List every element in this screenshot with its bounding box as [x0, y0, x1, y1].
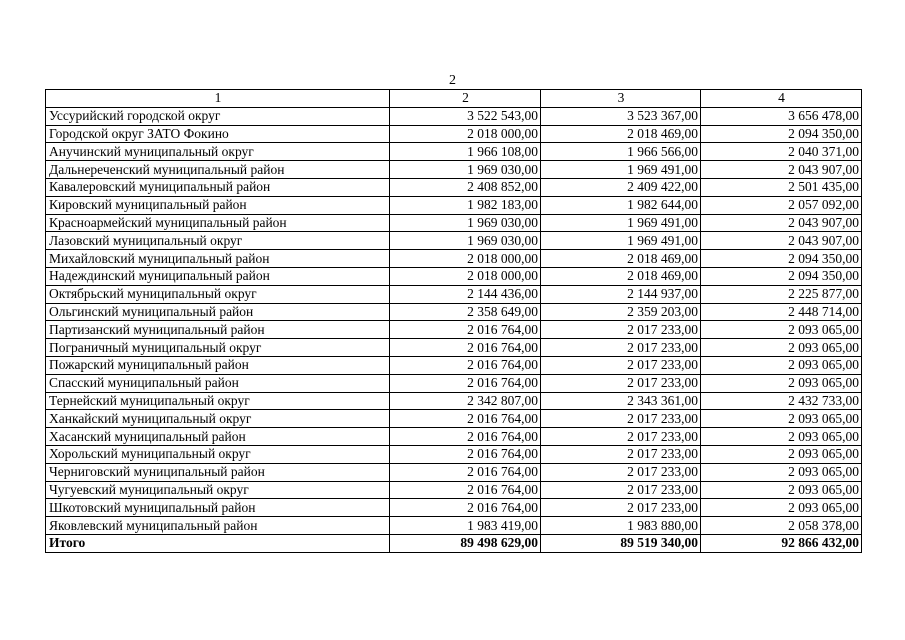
amount-cell: 1 969 491,00	[541, 214, 701, 232]
municipality-name-cell: Лазовский муниципальный округ	[46, 232, 390, 250]
amount-cell: 2 043 907,00	[701, 232, 862, 250]
table-body	[46, 90, 862, 553]
municipality-name-cell: Кавалеровский муниципальный район	[46, 178, 390, 196]
municipality-name-cell: Городской округ ЗАТО Фокино	[46, 125, 390, 143]
municipality-name-cell: Михайловский муниципальный район	[46, 250, 390, 268]
amount-cell: 1 982 644,00	[541, 196, 701, 214]
amount-cell: 2 094 350,00	[701, 267, 862, 285]
amount-cell: 2 144 436,00	[390, 285, 541, 303]
table-row	[46, 214, 862, 232]
municipality-name-cell: Яковлевский муниципальный район	[46, 517, 390, 535]
municipality-name-cell: Шкотовский муниципальный район	[46, 499, 390, 517]
amount-cell: 2 093 065,00	[701, 321, 862, 339]
table-row	[46, 321, 862, 339]
municipality-name-cell: Черниговский муниципальный район	[46, 463, 390, 481]
municipality-name-cell: Надеждинский муниципальный район	[46, 267, 390, 285]
total-row	[46, 534, 862, 552]
table-row	[46, 267, 862, 285]
municipality-name-cell: Анучинский муниципальный округ	[46, 143, 390, 161]
municipality-name-cell: Дальнереченский муниципальный район	[46, 161, 390, 179]
table-row	[46, 517, 862, 535]
amount-cell: 2 018 000,00	[390, 250, 541, 268]
amount-cell: 2 016 764,00	[390, 499, 541, 517]
municipality-name-cell: Уссурийский городской округ	[46, 107, 390, 125]
amount-cell: 2 018 000,00	[390, 267, 541, 285]
amount-cell: 2 016 764,00	[390, 339, 541, 357]
table-row	[46, 232, 862, 250]
amount-cell: 2 017 233,00	[541, 356, 701, 374]
amount-cell: 2 016 764,00	[390, 410, 541, 428]
amount-cell: 2 017 233,00	[541, 321, 701, 339]
amount-cell: 2 016 764,00	[390, 481, 541, 499]
table-row	[46, 445, 862, 463]
amount-cell: 1 966 566,00	[541, 143, 701, 161]
table-row	[46, 374, 862, 392]
amount-cell: 2 017 233,00	[541, 410, 701, 428]
column-header: 2	[390, 90, 541, 108]
table-row	[46, 250, 862, 268]
amount-cell: 2 018 469,00	[541, 267, 701, 285]
amount-cell: 2 093 065,00	[701, 445, 862, 463]
amount-cell: 1 969 491,00	[541, 232, 701, 250]
amount-cell: 2 017 233,00	[541, 339, 701, 357]
amount-cell: 2 017 233,00	[541, 463, 701, 481]
amount-cell: 2 016 764,00	[390, 428, 541, 446]
table-row	[46, 196, 862, 214]
data-table	[45, 89, 862, 553]
amount-cell: 2 448 714,00	[701, 303, 862, 321]
amount-cell: 1 983 880,00	[541, 517, 701, 535]
municipality-name-cell: Партизанский муниципальный район	[46, 321, 390, 339]
table-row	[46, 339, 862, 357]
amount-cell: 2 093 065,00	[701, 374, 862, 392]
amount-cell: 1 969 030,00	[390, 214, 541, 232]
table-row	[46, 481, 862, 499]
amount-cell: 2 017 233,00	[541, 374, 701, 392]
amount-cell: 2 144 937,00	[541, 285, 701, 303]
amount-cell: 2 018 469,00	[541, 125, 701, 143]
table-row	[46, 143, 862, 161]
municipality-name-cell: Октябрьский муниципальный округ	[46, 285, 390, 303]
amount-cell: 2 057 092,00	[701, 196, 862, 214]
amount-cell: 1 983 419,00	[390, 517, 541, 535]
amount-cell: 2 017 233,00	[541, 481, 701, 499]
table-row	[46, 410, 862, 428]
amount-cell: 2 016 764,00	[390, 374, 541, 392]
table-header-row	[46, 90, 862, 108]
amount-cell: 2 043 907,00	[701, 161, 862, 179]
amount-cell: 1 969 030,00	[390, 232, 541, 250]
amount-cell: 2 018 000,00	[390, 125, 541, 143]
amount-cell: 2 093 065,00	[701, 339, 862, 357]
amount-cell: 2 040 371,00	[701, 143, 862, 161]
amount-cell: 1 966 108,00	[390, 143, 541, 161]
table-row	[46, 285, 862, 303]
table-row	[46, 392, 862, 410]
amount-cell: 2 093 065,00	[701, 481, 862, 499]
amount-cell: 1 969 491,00	[541, 161, 701, 179]
amount-cell: 2 094 350,00	[701, 125, 862, 143]
amount-cell: 2 432 733,00	[701, 392, 862, 410]
amount-cell: 2 501 435,00	[701, 178, 862, 196]
municipality-name-cell: Хорольский муниципальный округ	[46, 445, 390, 463]
amount-cell: 2 016 764,00	[390, 356, 541, 374]
municipality-name-cell: Красноармейский муниципальный район	[46, 214, 390, 232]
amount-cell: 1 982 183,00	[390, 196, 541, 214]
table-row	[46, 107, 862, 125]
amount-cell: 1 969 030,00	[390, 161, 541, 179]
table-row	[46, 463, 862, 481]
municipality-name-cell: Тернейский муниципальный округ	[46, 392, 390, 410]
municipality-name-cell: Спасский муниципальный район	[46, 374, 390, 392]
amount-cell: 2 343 361,00	[541, 392, 701, 410]
amount-cell: 2 043 907,00	[701, 214, 862, 232]
table-row	[46, 428, 862, 446]
amount-cell: 2 342 807,00	[390, 392, 541, 410]
amount-cell: 2 225 877,00	[701, 285, 862, 303]
column-header: 3	[541, 90, 701, 108]
amount-cell: 2 358 649,00	[390, 303, 541, 321]
amount-cell: 2 093 065,00	[701, 463, 862, 481]
table-row	[46, 356, 862, 374]
amount-cell: 3 522 543,00	[390, 107, 541, 125]
amount-cell: 2 094 350,00	[701, 250, 862, 268]
amount-cell: 2 016 764,00	[390, 463, 541, 481]
amount-cell: 2 016 764,00	[390, 321, 541, 339]
amount-cell: 2 359 203,00	[541, 303, 701, 321]
table-row	[46, 161, 862, 179]
municipality-name-cell: Пожарский муниципальный район	[46, 356, 390, 374]
total-amount-cell: 92 866 432,00	[701, 534, 862, 552]
amount-cell: 2 018 469,00	[541, 250, 701, 268]
total-amount-cell: 89 519 340,00	[541, 534, 701, 552]
amount-cell: 2 093 065,00	[701, 410, 862, 428]
total-amount-cell: 89 498 629,00	[390, 534, 541, 552]
amount-cell: 2 093 065,00	[701, 428, 862, 446]
amount-cell: 2 017 233,00	[541, 445, 701, 463]
amount-cell: 2 093 065,00	[701, 499, 862, 517]
municipality-name-cell: Хасанский муниципальный район	[46, 428, 390, 446]
municipality-name-cell: Пограничный муниципальный округ	[46, 339, 390, 357]
amount-cell: 3 656 478,00	[701, 107, 862, 125]
table-row	[46, 178, 862, 196]
table-row	[46, 303, 862, 321]
table-row	[46, 499, 862, 517]
municipality-name-cell: Ольгинский муниципальный район	[46, 303, 390, 321]
amount-cell: 2 409 422,00	[541, 178, 701, 196]
table-row	[46, 125, 862, 143]
municipality-name-cell: Ханкайский муниципальный округ	[46, 410, 390, 428]
column-header: 1	[46, 90, 390, 108]
municipality-name-cell: Чугуевский муниципальный округ	[46, 481, 390, 499]
amount-cell: 2 058 378,00	[701, 517, 862, 535]
amount-cell: 2 017 233,00	[541, 499, 701, 517]
page-number: 2	[449, 73, 456, 88]
amount-cell: 2 016 764,00	[390, 445, 541, 463]
amount-cell: 2 093 065,00	[701, 356, 862, 374]
amount-cell: 2 017 233,00	[541, 428, 701, 446]
total-label-cell: Итого	[46, 534, 390, 552]
municipality-name-cell: Кировский муниципальный район	[46, 196, 390, 214]
amount-cell: 2 408 852,00	[390, 178, 541, 196]
column-header: 4	[701, 90, 862, 108]
amount-cell: 3 523 367,00	[541, 107, 701, 125]
